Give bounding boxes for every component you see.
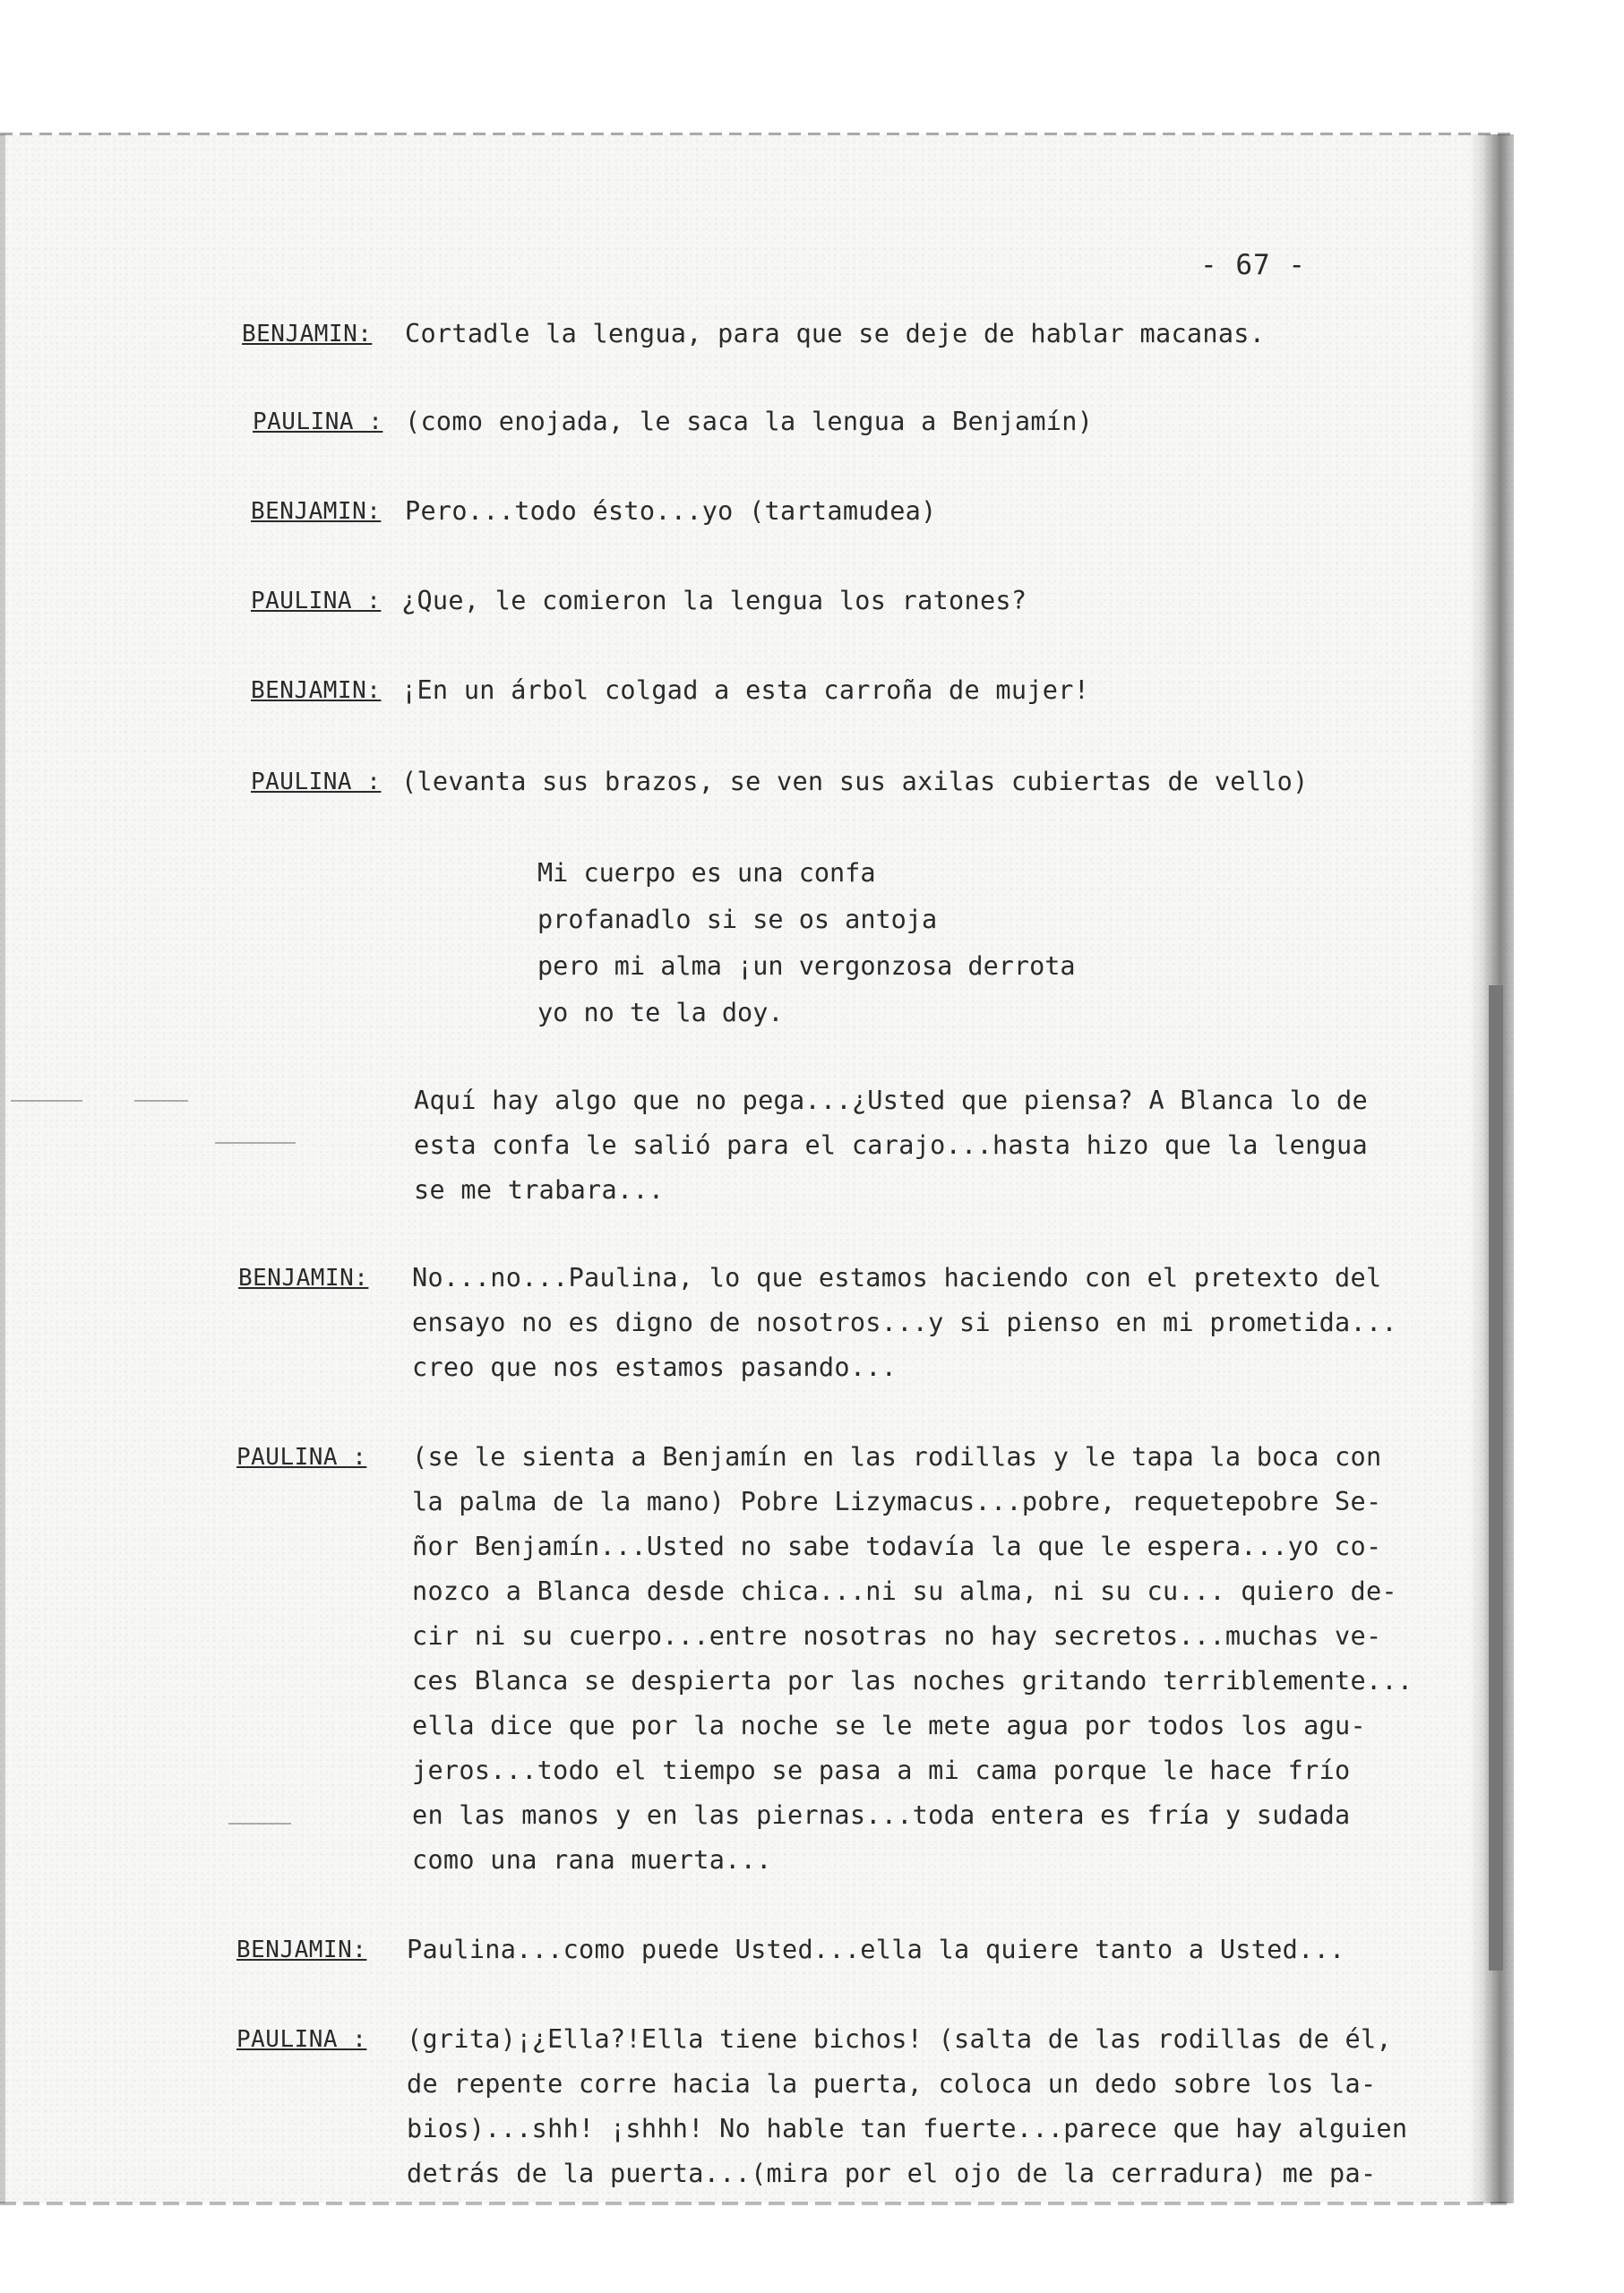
paper-right-edge xyxy=(1469,134,1514,2203)
speaker-label: PAULINA : xyxy=(236,2026,367,2053)
dialogue-line: (se le sienta a Benjamín en las rodillas y le tapa la boca con xyxy=(412,1442,1382,1472)
margin-mark xyxy=(134,1100,188,1102)
dialogue-line: jeros...todo el tiempo se pasa a mi cama porque le hace frío xyxy=(412,1756,1351,1785)
verse-line: yo no te la doy. xyxy=(537,998,784,1027)
verse-line: profanadlo si se os antoja xyxy=(537,905,938,934)
dialogue-line: ensayo no es digno de nosotros...y si pienso en mi prometida... xyxy=(412,1308,1397,1337)
dialogue-line: esta confa le salió para el carajo...hasta hizo que la lengua xyxy=(414,1130,1368,1160)
page-number: - 67 - xyxy=(1200,249,1306,281)
dialogue-line: detrás de la puerta...(mira por el ojo de la cerradura) me pa- xyxy=(407,2159,1377,2188)
dialogue-line: (grita)¡¿Ella?!Ella tiene bichos! (salta de las rodillas de él, xyxy=(407,2024,1392,2054)
speaker-label: PAULINA : xyxy=(251,769,382,795)
paper-bottom-edge xyxy=(0,2202,1514,2205)
speaker-label: PAULINA : xyxy=(251,588,382,614)
dialogue-line: cir ni su cuerpo...entre nosotras no hay secretos...muchas ve- xyxy=(412,1621,1382,1651)
dialogue-line: (levanta sus brazos, se ven sus axilas cubiertas de vello) xyxy=(401,767,1309,796)
dialogue-line: en las manos y en las piernas...toda entera es fría y sudada xyxy=(412,1800,1351,1830)
dialogue-line: (como enojada, le saca la lengua a Benjamín) xyxy=(405,407,1094,436)
dialogue-line: ella dice que por la noche se le mete agua por todos los agu- xyxy=(412,1711,1366,1740)
dialogue-line: ñor Benjamín...Usted no sabe todavía la que le espera...yo co- xyxy=(412,1532,1382,1561)
dialogue-line: Cortadle la lengua, para que se deje de hablar macanas. xyxy=(405,319,1266,348)
dialogue-line: bios)...shh! ¡shhh! No hable tan fuerte...parece que hay alguien xyxy=(407,2114,1408,2143)
paper-sheet xyxy=(0,134,1514,2203)
dialogue-line: ¡En un árbol colgad a esta carroña de mujer! xyxy=(401,675,1090,705)
margin-mark xyxy=(11,1100,82,1102)
speaker-label: PAULINA : xyxy=(236,1444,367,1471)
dialogue-line: Paulina...como puede Usted...ella la quiere tanto a Usted... xyxy=(407,1935,1345,1964)
dialogue-line: se me trabara... xyxy=(414,1175,665,1205)
margin-mark xyxy=(215,1142,296,1144)
speaker-label: BENJAMIN: xyxy=(236,1937,367,1963)
dialogue-line: Pero...todo ésto...yo (tartamudea) xyxy=(405,496,937,526)
verse-line: pero mi alma ¡un vergonzosa derrota xyxy=(537,951,1076,981)
speaker-label: BENJAMIN: xyxy=(242,321,373,348)
dialogue-line: creo que nos estamos pasando... xyxy=(412,1353,898,1382)
verse-line: Mi cuerpo es una confa xyxy=(537,858,876,888)
dialogue-line: nozco a Blanca desde chica...ni su alma, ni su cu... quiero de- xyxy=(412,1576,1397,1606)
dialogue-line: No...no...Paulina, lo que estamos haciendo con el pretexto del xyxy=(412,1263,1382,1292)
paper-left-edge xyxy=(0,134,5,2203)
speaker-label: BENJAMIN: xyxy=(238,1265,369,1292)
dialogue-line: ces Blanca se despierta por las noches gritando terriblemente... xyxy=(412,1666,1413,1696)
dialogue-line: Aquí hay algo que no pega...¿Usted que piensa? A Blanca lo de xyxy=(414,1086,1368,1115)
paper-top-edge xyxy=(0,133,1514,135)
scan-shadow-band xyxy=(1489,985,1503,1971)
dialogue-line: como una rana muerta... xyxy=(412,1845,772,1875)
dialogue-line: la palma de la mano) Pobre Lizymacus...pobre, requetepobre Se- xyxy=(412,1487,1382,1516)
speaker-label: BENJAMIN: xyxy=(251,498,382,525)
margin-mark xyxy=(228,1823,291,1825)
speaker-label: BENJAMIN: xyxy=(251,677,382,704)
speaker-label: PAULINA : xyxy=(253,408,383,435)
dialogue-line: de repente corre hacia la puerta, coloca un dedo sobre los la- xyxy=(407,2069,1377,2099)
dialogue-line: ¿Que, le comieron la lengua los ratones? xyxy=(401,586,1027,615)
